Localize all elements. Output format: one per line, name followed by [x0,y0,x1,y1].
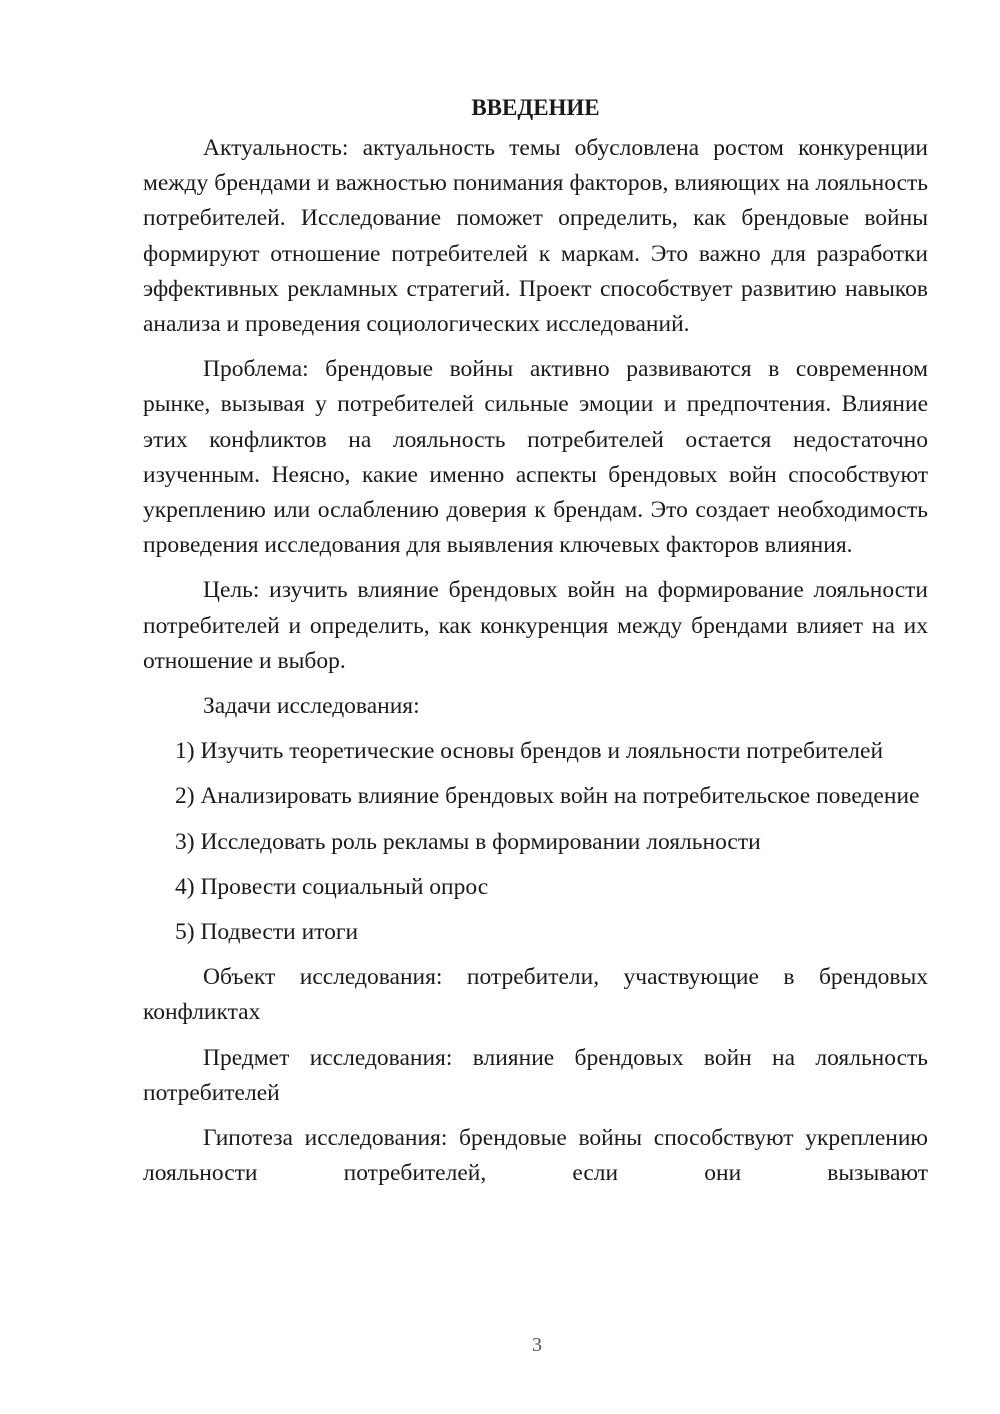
task-item-4: 4) Провести социальный опрос [175,873,489,900]
problem-paragraph: Проблема: брендовые войны активно развиваются в современном рынке, вызывая у потребителей сильные эмоции и предпочтения. Влияние этих конфликтов на лояльность потребителей остается недостаточно изученным. Неясно, какие именно аспекты брендовых войн способствуют укреплению или ослаблению доверия к брендам. Это создает необходимость проведения исследования для выявления ключевых факторов влияния. [143,356,928,559]
task-item-5: 5) Подвести итоги [175,919,359,946]
page-content [143,93,928,1201]
tasks-title: Задачи исследования: [203,693,420,720]
task-item-3: 3) Исследовать роль рекламы в формировании лояльности [175,828,761,855]
page-number: 3 [532,1334,542,1356]
task-item-1: 1) Изучить теоретические основы брендов и лояльности потребителей [175,738,884,765]
hypothesis-paragraph: Гипотеза исследования: брендовые войны способствуют укреплению лояльности потребителей, если они вызывают [143,1125,928,1187]
subject-paragraph: Предмет исследования: влияние брендовых войн на лояльность потребителей [143,1044,928,1106]
section-heading: ВВЕДЕНИЕ [471,95,600,120]
relevance-paragraph: Актуальность: актуальность темы обусловлена ростом конкуренции между брендами и важностью понимания факторов, влияющих на лояльность потребителей. Исследование поможет определить, как брендовые войны формируют отношение потребителей к маркам. Это важно для разработки эффективных рекламных стратегий. Проект способствует развитию навыков анализа и проведения социологических исследований. [143,135,928,338]
goal-paragraph: Цель: изучить влияние брендовых войн на формирование лояльности потребителей и определить, как конкуренция между брендами влияет на их отношение и выбор. [143,577,928,674]
object-paragraph: Объект исследования: потребители, участвующие в брендовых конфликтах [143,964,928,1026]
task-item-2: 2) Анализировать влияние брендовых войн на потребительское поведение [175,783,920,810]
